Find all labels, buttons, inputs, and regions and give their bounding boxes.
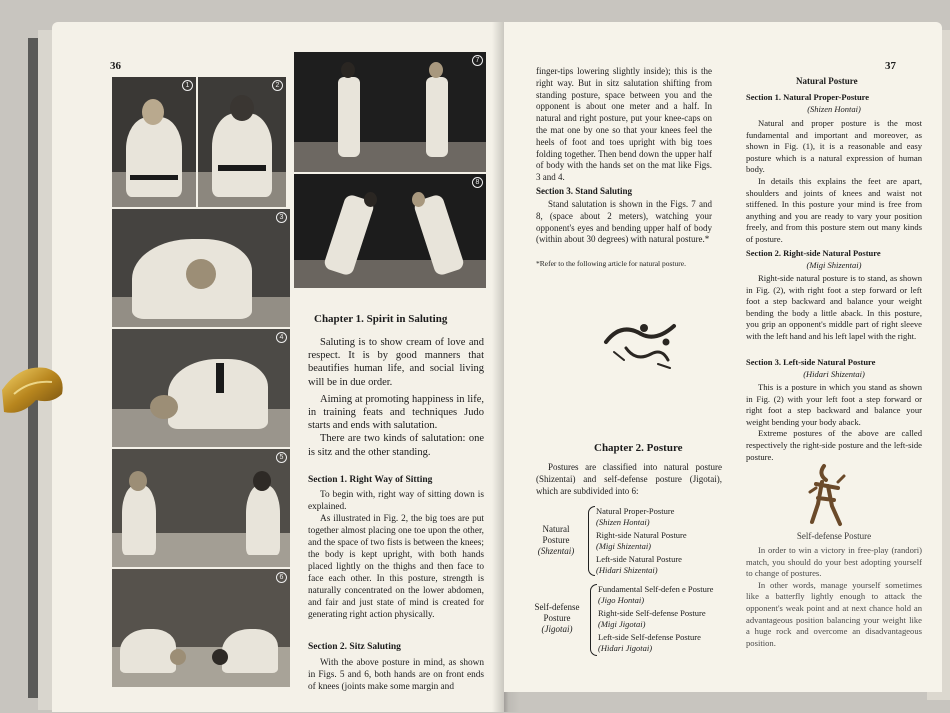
paragraph: This is a posture in which you stand as shown in Fig. (2) with your left foot a step forward or right foot a step backward and balance your weight bending your body aback. [746, 382, 922, 427]
paragraph: As illustrated in Fig. 2, the big toes are put together almost placing one toe upon the other, and the space of two fists is between the knees; the body is kept upright, with both hands placed lightly on the thighs and then face to face each other. In this posture, strength is naturally concentrated on the lower abdomen, and fair and just state of mind is created for generating right action physically. [308, 514, 484, 620]
self-defense-posture-item: Left-side Self-defense Posture (Hidari Jigotai) [598, 632, 701, 653]
figure-number: 4 [276, 332, 287, 343]
paragraph: finger-tips lowering slightly inside); this is the right way. But in sitz salutation shifting from standing posture, space between you and the opponent is about one meter and a half. In natural and right posture, put your knee-caps on the mat one by one so that your knees feel the heels of foot and toes upright with big toes folding together. Then bend down the upper half of body with the hands set on the mat like Figs. 3 and 4. [536, 66, 712, 183]
open-book [22, 0, 950, 713]
figure-2-photo [198, 77, 286, 207]
self-defense-posture-item: Right-side Self-defense Posture (Migi Jigotai) [598, 608, 706, 629]
figure-1-photo [112, 77, 196, 207]
footnote: *Refer to the following article for natural posture. [536, 259, 686, 268]
col2-section-2-text [746, 273, 922, 343]
col2-section-3-text [746, 382, 922, 463]
brace [590, 584, 597, 656]
paragraph: Stand salutation is shown in the Figs. 7 and 8, (space about 2 meters), watching your opponent's eyes and bending upper half of body (within about 30 degrees) with natural posture.* [536, 199, 712, 245]
self-defense-heading: Self-defense Posture [796, 531, 872, 541]
section-1-title: Section 1. Right Way of Sitting [308, 475, 433, 485]
natural-posture-item: Natural Proper-Posture (Shizen Hontai) [596, 506, 675, 527]
self-defense-posture-label: Self-defense Posture (Jigotai) [534, 602, 580, 634]
figure-number: 7 [472, 55, 483, 66]
col2-section-3-title: Section 3. Left-side Natural Posture [746, 357, 876, 367]
figure-4-photo [112, 329, 290, 447]
figure-number: 1 [182, 80, 193, 91]
gold-bookmark-icon [0, 360, 70, 430]
right-page [504, 22, 942, 692]
paragraph: In other words, manage yourself sometimes like a batterfly lightly enough to attack the opponent's weak point and at next chance hold an advantageous position balancing your weight like a huge rock and overcome an disadvantageous position. [746, 579, 922, 648]
figure-number: 5 [276, 452, 287, 463]
figure-number: 6 [276, 572, 287, 583]
chapter-2-title: Chapter 2. Posture [594, 442, 683, 454]
paragraph: Extreme postures of the above are called respectively the right-side posture and the left-side posture. [746, 428, 922, 462]
chapter-2-intro [536, 462, 722, 497]
page-number-left: 36 [110, 60, 121, 72]
figure-6-photo [112, 569, 290, 687]
section-2-text [308, 657, 484, 693]
chapter-1-intro [308, 336, 484, 459]
figure-3-photo [112, 209, 290, 327]
paragraph: Natural and proper posture is the most fundamental and important and moreover, as shown in Fig. (1), it is a reasonable and easy posture which is a natural expression of human body. [746, 118, 922, 175]
brace [588, 506, 595, 576]
paragraph: In order to win a victory in free-play (randori) match, you should do your best adopting yourself to change of postures. [746, 545, 922, 579]
natural-posture-label: Natural Posture (Shzentai) [537, 524, 575, 556]
col2-section-2-subtitle: (Migi Shizentai) [806, 260, 862, 270]
paragraph: Aiming at promoting happiness in life, in training feats and techniques Judo starts and ends with salutation. [308, 393, 484, 432]
col2-section-1-subtitle: (Shizen Hontai) [807, 104, 861, 114]
figure-number: 8 [472, 177, 483, 188]
paragraph: In details this explains the feet are apart, shoulders and joints of knees and waist not stiffened. In this posture your mind is free from anything and you are ready to vary your position freely, and from this posture stem out many kinds of posture. [746, 175, 922, 244]
judoka-figure [126, 117, 182, 197]
natural-posture-heading: Natural Posture [796, 76, 858, 86]
brush-figure-illustration [804, 462, 848, 528]
section-2-title: Section 2. Sitz Saluting [308, 642, 401, 652]
paragraph: There are two kinds of salutation: one is sitz and the other standing. [308, 433, 484, 458]
natural-posture-item: Right-side Natural Posture (Migi Shizentai) [596, 530, 687, 551]
figure-7-photo [294, 52, 486, 172]
brush-throw-illustration [596, 312, 686, 372]
paragraph: Postures are classified into natural posture (Shizentai) and self-defense posture (Jigotai), which are subdivided into 6: [536, 462, 722, 496]
section-1-text [308, 489, 484, 621]
page-number-right: 37 [885, 60, 896, 72]
figure-number: 3 [276, 212, 287, 223]
col2-section-2-title: Section 2. Right-side Natural Posture [746, 248, 881, 258]
paragraph: To begin with, right way of sitting down is explained. [308, 490, 484, 512]
natural-posture-item: Left-side Natural Posture (Hidari Shizentai) [596, 554, 682, 575]
col2-section-3-subtitle: (Hidari Shizentai) [803, 369, 865, 379]
figure-8-photo [294, 174, 486, 288]
paragraph: Saluting is to show cream of love and respect. It is by good manners that beautifies human life, and social living will be in due order. [308, 337, 484, 388]
col2-section-1-title: Section 1. Natural Proper-Posture [746, 92, 870, 102]
chapter-1-title: Chapter 1. Spirit in Saluting [314, 313, 448, 325]
section-3-title: Section 3. Stand Saluting [536, 186, 633, 196]
figure-number: 2 [272, 80, 283, 91]
figure-5-photo [112, 449, 290, 567]
section-3-text [536, 199, 712, 246]
left-page [52, 22, 504, 712]
col2-section-1-text [746, 118, 922, 246]
paragraph: Right-side natural posture is to stand, as shown in Fig. (2), with right foot a step forward or left foot a step backward and balance your weight bending the body a little aback. In this posture, you grip an opponent's middle part of right sleeve with the left hand and his left lapel with the right. [746, 273, 922, 341]
paragraph: With the above posture in mind, as shown in Figs. 5 and 6, both hands are on front ends of knees (joints make some margin and [308, 658, 484, 692]
self-defense-posture-item: Fundamental Self-defen e Posture (Jigo Hontai) [598, 584, 714, 605]
self-defense-text [746, 545, 922, 649]
column-1-top-text [536, 66, 712, 184]
